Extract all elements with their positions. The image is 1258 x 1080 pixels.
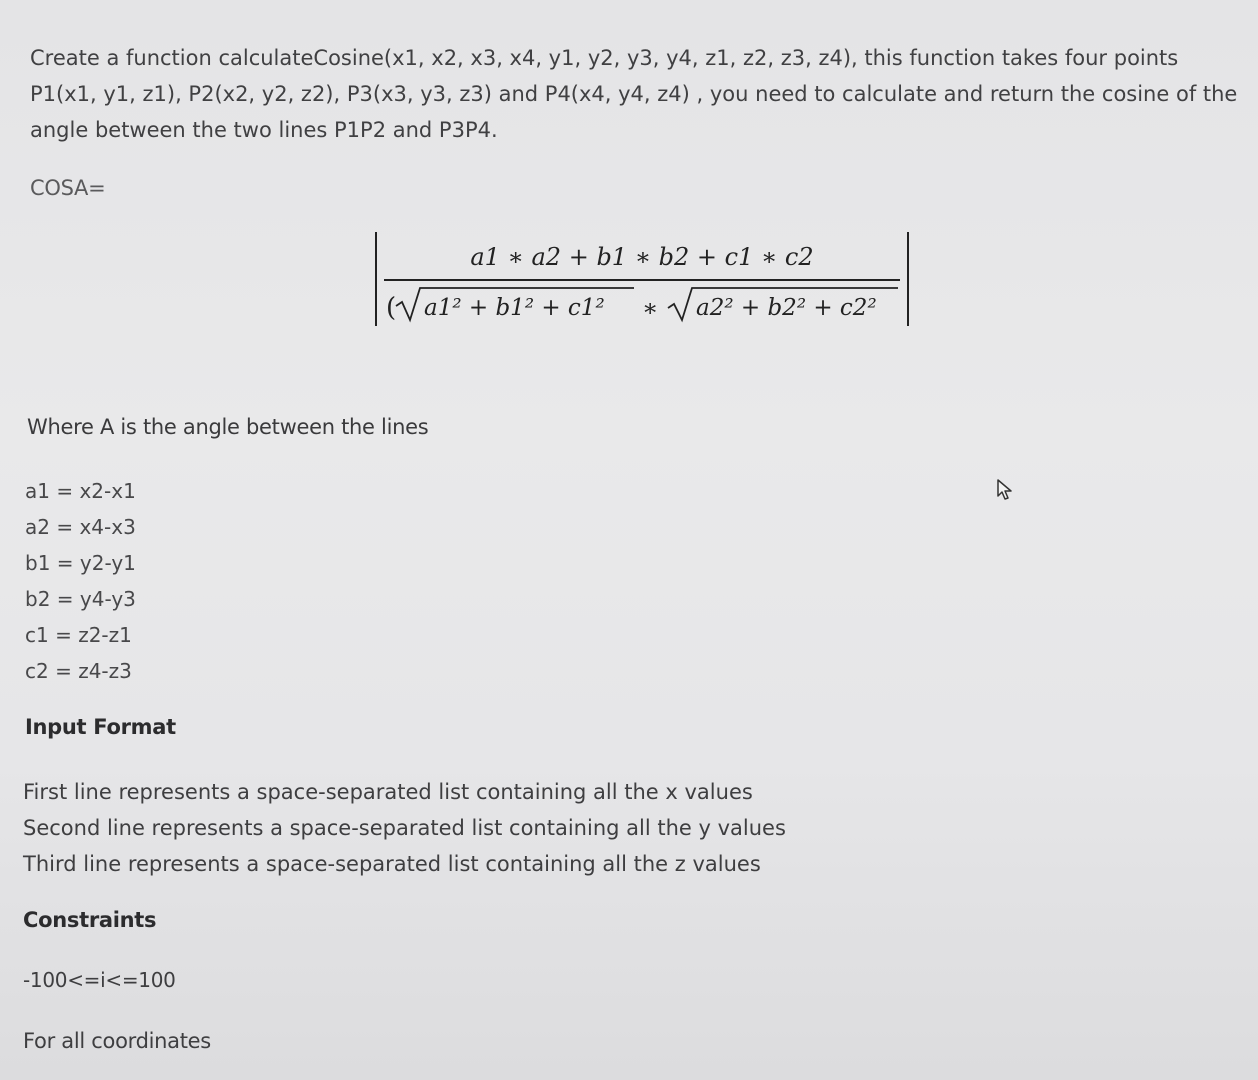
statement-line-2: P1(x1, y1, z1), P2(x2, y2, z2), P3(x3, y3, z3) and P4(x4, y4, z4) , you need to calculate and return the cosine of the (30, 82, 1238, 106)
definitions-list (25, 473, 136, 689)
denominator-times: ∗ (642, 294, 659, 322)
cosine-formula (372, 228, 912, 328)
definition-item: a2 = x4-x3 (25, 515, 136, 539)
definition-item: b1 = y2-y1 (25, 551, 136, 575)
constraints-heading: Constraints (23, 908, 157, 932)
input-format-lines (23, 774, 786, 882)
definition-item: c2 = z4-z3 (25, 659, 132, 683)
definition-item: c1 = z2-z1 (25, 623, 132, 647)
input-line: Third line represents a space-separated list containing all the z values (23, 852, 761, 876)
input-line: Second line represents a space-separated list containing all the y values (23, 816, 786, 840)
statement-line-1: Create a function calculateCosine(x1, x2, x3, x4, y1, y2, y3, y4, z1, z2, z3, z4), this function takes four points (30, 46, 1179, 70)
statement-line-3: angle between the two lines P1P2 and P3P4. (30, 118, 498, 142)
definition-item: b2 = y4-y3 (25, 587, 136, 611)
input-line: First line represents a space-separated list containing all the x values (23, 780, 753, 804)
constraints-note: For all coordinates (23, 1029, 211, 1053)
constraints-range: -100<=i<=100 (23, 968, 176, 992)
mouse-pointer-icon (996, 478, 1016, 502)
problem-statement (30, 40, 1237, 148)
input-format-heading: Input Format (25, 715, 176, 739)
definition-item: a1 = x2-x1 (25, 479, 136, 503)
denominator-right: a2² + b2² + c2² (696, 295, 877, 321)
cosa-label: COSA= (30, 176, 106, 200)
where-text: Where A is the angle between the lines (27, 415, 429, 439)
denominator-left: a1² + b1² + c1² (424, 295, 605, 321)
formula-numerator: a1 ∗ a2 + b1 ∗ b2 + c1 ∗ c2 (470, 243, 814, 271)
denominator-open-paren: ( (386, 293, 397, 323)
